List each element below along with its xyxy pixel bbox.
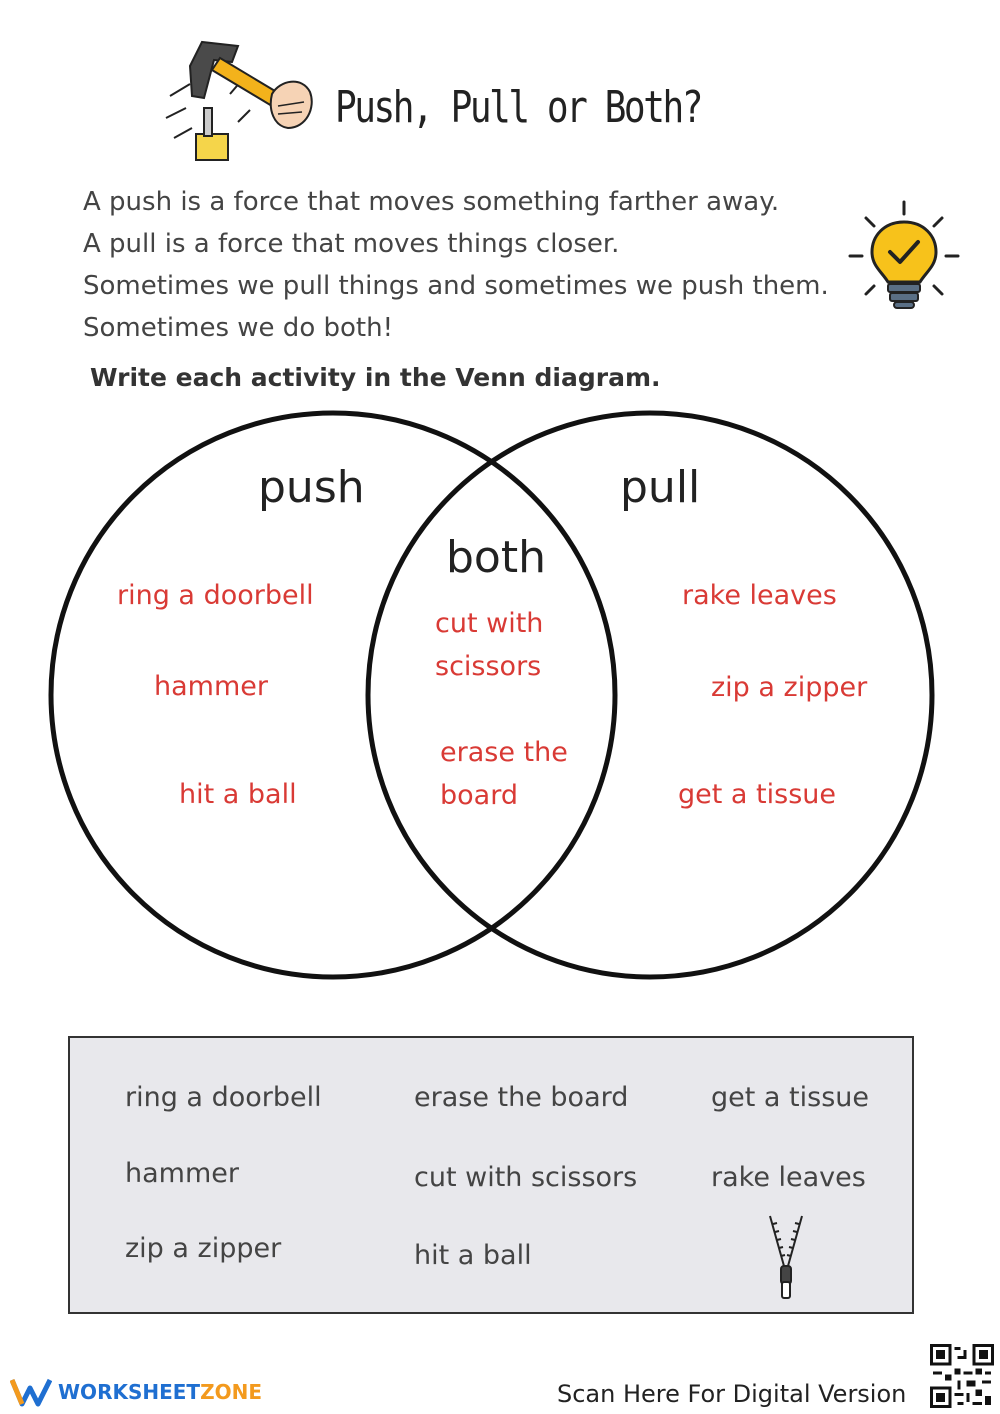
word-bank-item: rake leaves xyxy=(711,1162,866,1193)
worksheetzone-logo-icon xyxy=(10,1376,52,1408)
word-bank-item: hammer xyxy=(125,1158,239,1189)
page-title: Push, Pull or Both? xyxy=(335,82,701,133)
venn-label-both: both xyxy=(446,532,546,583)
venn-label-pull: pull xyxy=(620,462,701,513)
word-bank-item: zip a zipper xyxy=(125,1233,282,1264)
both-answer-line: erase the xyxy=(440,737,568,768)
push-answer: hammer xyxy=(154,671,268,702)
scan-caption: Scan Here For Digital Version xyxy=(557,1380,907,1408)
both-answer xyxy=(435,602,543,688)
intro-line-2: A pull is a force that moves things closer. xyxy=(83,229,620,259)
word-bank-item: cut with scissors xyxy=(414,1162,638,1193)
intro-line-1: A push is a force that moves something farther away. xyxy=(83,187,780,217)
word-bank-item: erase the board xyxy=(414,1082,629,1113)
intro-line-3: Sometimes we pull things and sometimes we push them. xyxy=(83,271,829,301)
zipper-icon xyxy=(766,1214,806,1300)
word-bank-item: hit a ball xyxy=(414,1240,532,1271)
qr-code-icon[interactable] xyxy=(930,1344,994,1408)
intro-line-4: Sometimes we do both! xyxy=(83,313,393,343)
pull-answer: zip a zipper xyxy=(711,672,868,703)
push-answer: ring a doorbell xyxy=(117,580,314,611)
pull-answer: rake leaves xyxy=(682,580,837,611)
brand-name-part2: ZONE xyxy=(200,1380,262,1404)
brand-name-part1: WORKSHEET xyxy=(58,1380,201,1404)
word-bank-item: get a tissue xyxy=(711,1082,869,1113)
word-bank-item: ring a doorbell xyxy=(125,1082,322,1113)
both-answer-line: scissors xyxy=(435,651,542,682)
both-answer-line: board xyxy=(440,780,518,811)
push-answer: hit a ball xyxy=(179,779,297,810)
brand-name xyxy=(58,1380,262,1404)
venn-label-push: push xyxy=(258,462,365,513)
instruction: Write each activity in the Venn diagram. xyxy=(90,363,661,392)
both-answer xyxy=(440,731,568,817)
both-answer-line: cut with xyxy=(435,608,544,639)
pull-answer: get a tissue xyxy=(678,779,836,810)
